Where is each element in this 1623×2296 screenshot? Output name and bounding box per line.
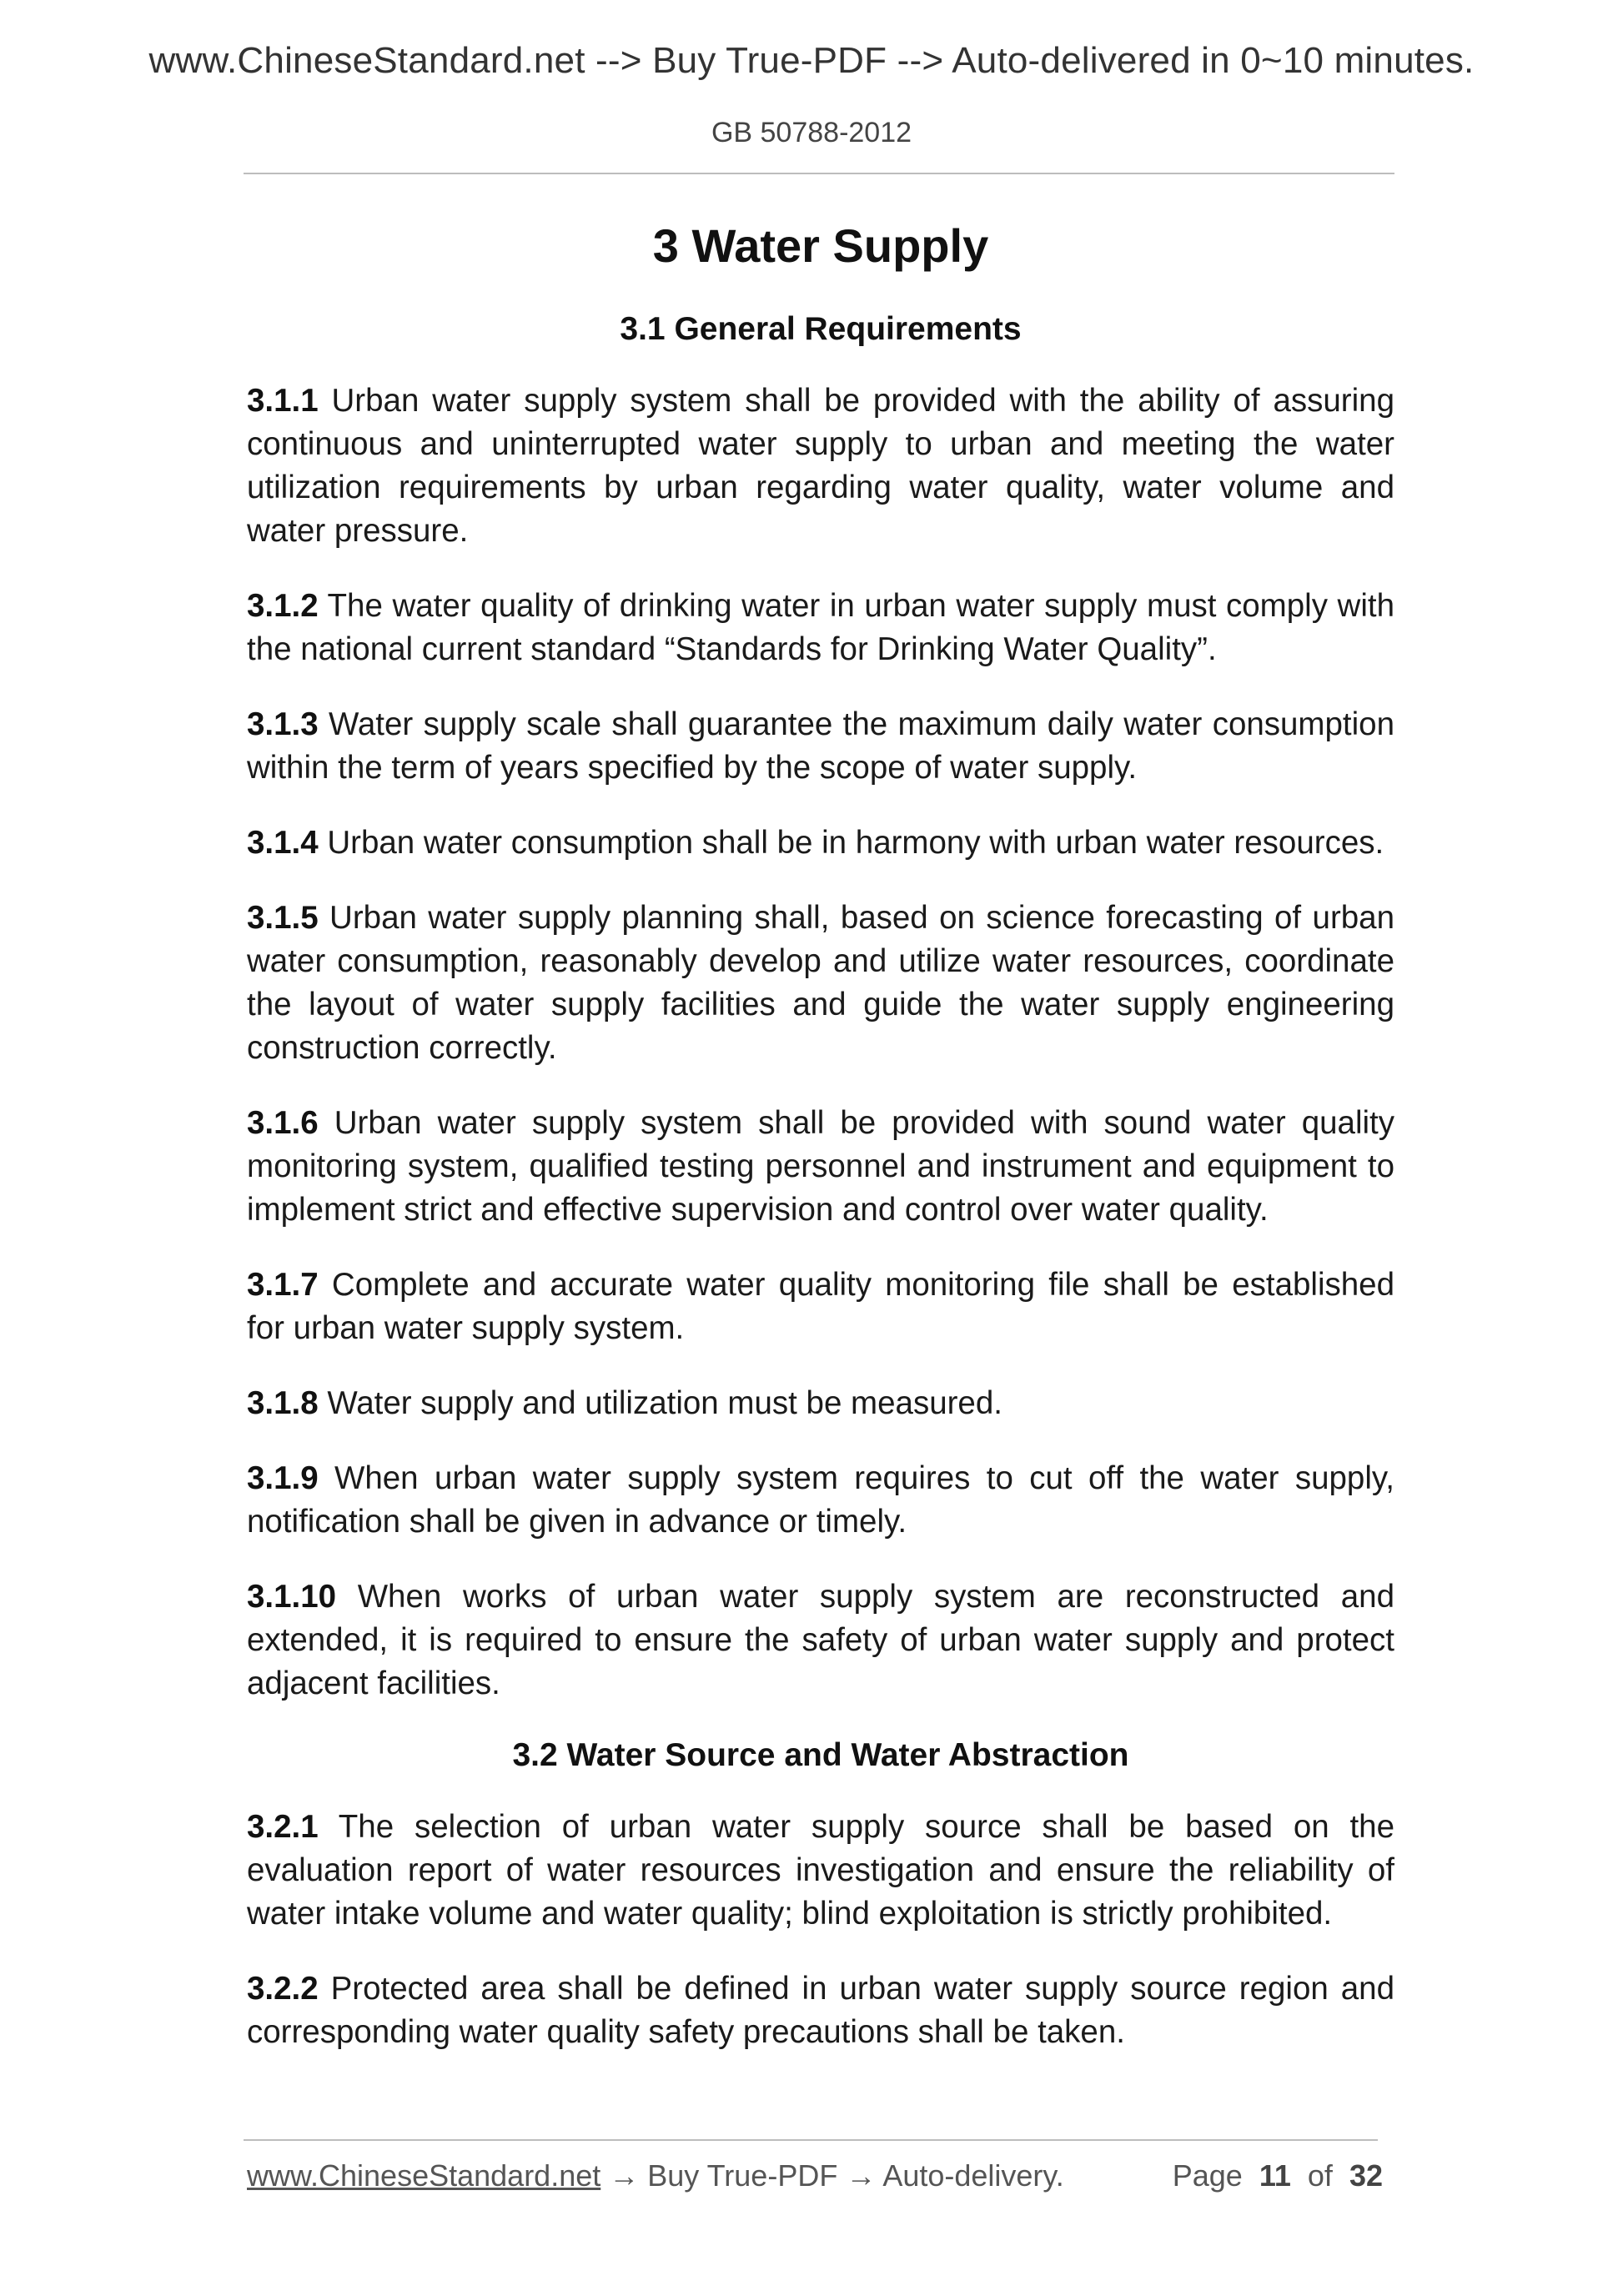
clause-number: 3.1.1 [247, 383, 319, 419]
page-label: Page [1172, 2158, 1243, 2193]
clause-number: 3.2.2 [247, 1971, 319, 2007]
clause-text: When urban water supply system requires to cut off the water supply, notification shall be given in advance or timely. [247, 1460, 1394, 1540]
clause-text: Water supply and utilization must be measured. [318, 1385, 1002, 1421]
clause-text: Water supply scale shall guarantee the maximum daily water consumption within the term of years specified by the scope of water supply. [247, 706, 1394, 786]
clause-3-1-1 [247, 379, 1394, 553]
section-title-3-1: 3.1 General Requirements [620, 311, 1022, 347]
page-content [247, 219, 1394, 2086]
chapter-title: 3 Water Supply [652, 219, 989, 272]
page-indicator [1173, 2158, 1383, 2193]
clause-text: The water quality of drinking water in urban water supply must comply with the national current standard “Standards for Drinking Water Quality”. [247, 588, 1394, 667]
clause-number: 3.1.2 [247, 588, 319, 624]
clause-number: 3.2.1 [247, 1809, 319, 1845]
clause-3-1-10 [247, 1575, 1394, 1706]
clause-3-1-8 [247, 1382, 1394, 1425]
clause-text: When works of urban water supply system are reconstructed and extended, it is required to ensure the safety of urban water supply and protect adjacent facilities. [247, 1579, 1394, 1701]
clause-number: 3.1.8 [247, 1385, 319, 1421]
top-banner: www.ChineseStandard.net --> Buy True-PDF --> Auto-delivered in 0~10 minutes. [148, 40, 1475, 81]
clause-number: 3.1.5 [247, 900, 319, 936]
clause-3-2-2 [247, 1967, 1394, 2054]
of-label: of [1307, 2158, 1333, 2193]
clause-number: 3.1.3 [247, 706, 319, 742]
clause-3-1-3 [247, 703, 1394, 790]
clause-3-1-7 [247, 1264, 1394, 1350]
clause-text: Protected area shall be defined in urban water supply source region and corresponding water quality safety precautions shall be taken. [247, 1971, 1394, 2050]
clause-number: 3.1.7 [247, 1267, 319, 1303]
footer-text: → Buy True-PDF → Auto-delivery. [600, 2158, 1064, 2193]
page-footer [247, 2158, 1383, 2193]
header-divider [244, 173, 1394, 174]
clause-3-1-6 [247, 1102, 1394, 1232]
clause-text: Urban water supply system shall be provided with the ability of assuring continuous and uninterrupted water supply to urban and meeting the water utilization requirements by urban regarding water quality, water volume and water pressure. [247, 383, 1394, 549]
section-title-3-2: 3.2 Water Source and Water Abstraction [512, 1737, 1129, 1773]
clause-3-1-2 [247, 585, 1394, 671]
clause-3-2-1 [247, 1806, 1394, 1936]
clause-3-1-5 [247, 897, 1394, 1070]
clause-3-1-9 [247, 1457, 1394, 1544]
clause-number: 3.1.10 [247, 1579, 337, 1615]
footer-site-link[interactable]: www.ChineseStandard.net [247, 2158, 601, 2193]
clause-text: Urban water supply planning shall, based on science forecasting of urban water consumption, reasonably develop and utilize water resources, coordinate the layout of water supply facilities and guide the water supply engineering construction correctly. [247, 900, 1394, 1066]
clause-number: 3.1.6 [247, 1105, 319, 1141]
clause-text: Urban water supply system shall be provided with sound water quality monitoring system, qualified testing personnel and instrument and equipment to implement strict and effective supervision and control over water quality. [247, 1105, 1394, 1228]
page-total: 32 [1349, 2158, 1383, 2193]
clause-3-1-4 [247, 821, 1394, 865]
page-current: 11 [1259, 2158, 1291, 2193]
clause-text: Urban water consumption shall be in harmony with urban water resources. [318, 825, 1384, 861]
clause-number: 3.1.9 [247, 1460, 319, 1496]
clause-number: 3.1.4 [247, 825, 319, 861]
clause-text: Complete and accurate water quality monitoring file shall be established for urban water supply system. [247, 1267, 1394, 1346]
footer-left [247, 2158, 1064, 2193]
doc-code: GB 50788-2012 [711, 117, 912, 148]
clause-text: The selection of urban water supply source shall be based on the evaluation report of water resources investigation and ensure the reliability of water intake volume and water quality; blind exploitation is strictly prohibited. [247, 1809, 1394, 1932]
footer-divider [244, 2139, 1378, 2141]
